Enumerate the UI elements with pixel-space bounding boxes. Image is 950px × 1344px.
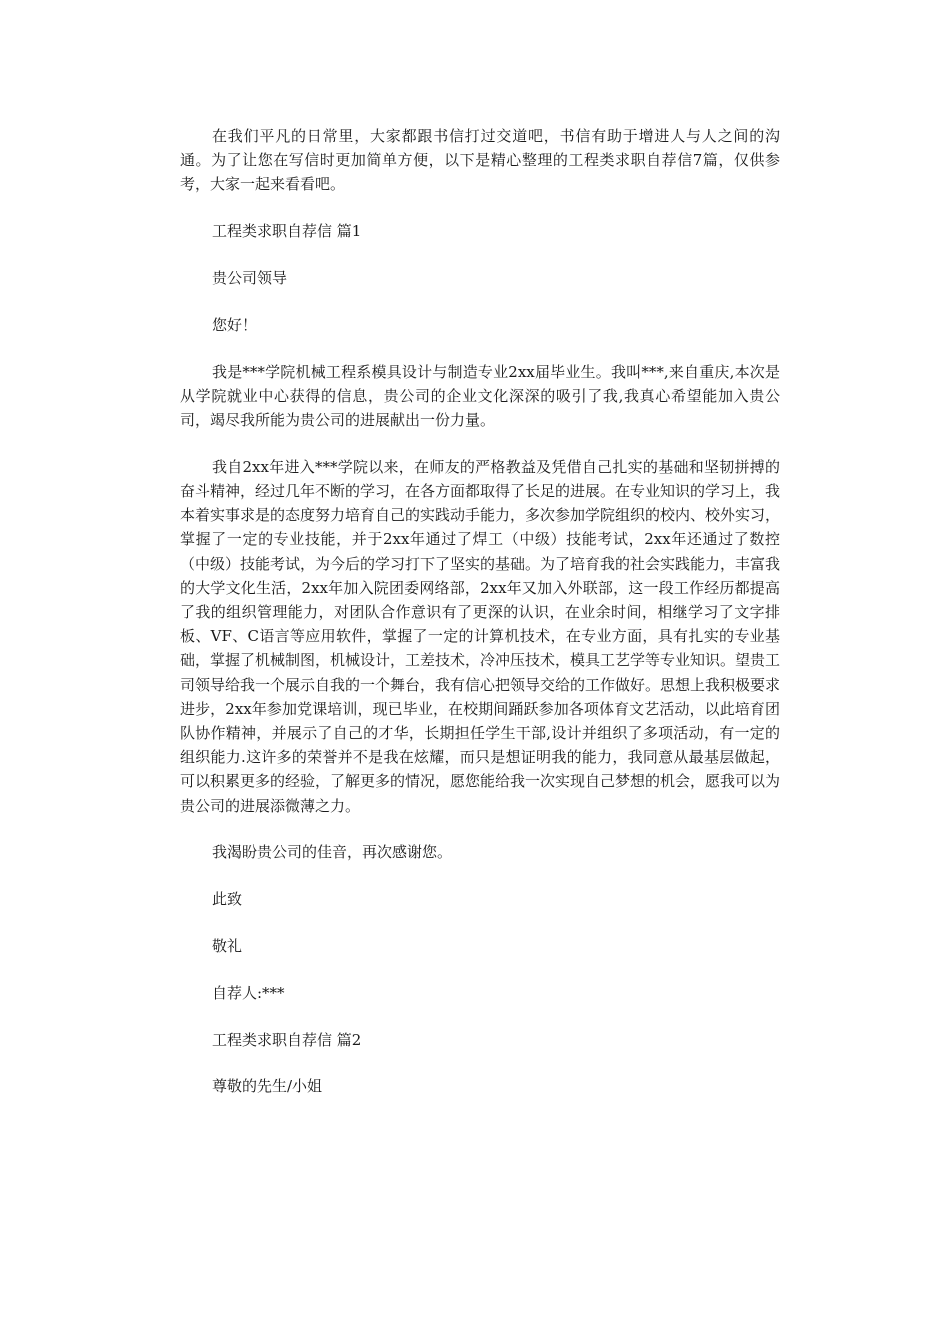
letter1-heading: 工程类求职自荐信 篇1 (212, 222, 362, 241)
letter1-closing-2: 敬礼 (212, 937, 243, 956)
letter1-paragraph-1: 我是***学院机械工程系模具设计与制造专业2xx届毕业生。我叫***,来自重庆,本次是从学院就业中心获得的信息，贵公司的企业文化深深的吸引了我,我真心希望能加入贵公司，竭尽我所能为贵公司的进展献出一份力量。 (180, 362, 780, 429)
letter2-heading: 工程类求职自荐信 篇2 (212, 1030, 362, 1049)
letter1-paragraph-2: 我自2xx年进入***学院以来，在师友的严格教益及凭借自己扎实的基础和坚韧拼搏的奋斗精神，经过几年不断的学习，在各方面都取得了长足的进展。在专业知识的学习上，我本着实事求是的态度努力培育自己的实践动手能力，多次参加学院组织的校内、校外实习，掌握了一定的专业技能，并于2xx年通过了焊工（中级）技能考试，2xx年还通过了数控（中级）技能考试，为今后的学习打下了坚实的基础。为了培育我的社会实践能力，丰富我的大学文化生活，2xx年加入院团委网络部，2xx年又加入外联部，这一段工作经历都提高了我的组织管理能力，对团队合作意识有了更深的认识，在业余时间，相继学习了文字排板、VF、C语言等应用软件，掌握了一定的计算机技术，在专业方面，具有扎实的专业基础，掌握了机械制图，机械设计，工差技术，冷冲压技术，模具工艺学等专业知识。望贵工司领导给我一个展示自我的一个舞台，我有信心把领导交给的工作做好。思想上我积极要求进步，2xx年参加党课培训，现已毕业，在校期间踊跃参加各项体育文艺活动，以此培育团队协作精神，并展示了自己的才华，长期担任学生干部,设计并组织了多项活动，有一定的组织能力.这许多的荣誉并不是我在炫耀，而只是想证明我的能力，我同意从最基层做起，可以积累更多的经验，了解更多的情况，愿您能给我一次实现自己梦想的机会，愿我可以为贵公司的进展添微薄之力。 (180, 457, 781, 815)
intro-paragraph: 在我们平凡的日常里，大家都跟书信打过交道吧，书信有助于增进人与人之间的沟通。为了让您在写信时更加简单方便，以下是精心整理的工程类求职自荐信7篇，仅供参考，大家一起来看看吧。 (180, 127, 780, 194)
letter1-signature: 自荐人:*** (212, 983, 285, 1002)
letter1-paragraph-3: 我渴盼贵公司的佳音，再次感谢您。 (212, 843, 453, 862)
letter2-salutation: 尊敬的先生/小姐 (212, 1077, 323, 1096)
letter1-greeting: 您好！ (212, 315, 258, 334)
letter1-closing-1: 此致 (212, 890, 243, 909)
document-body (180, 124, 780, 1099)
letter1-salutation: 贵公司领导 (212, 269, 288, 287)
